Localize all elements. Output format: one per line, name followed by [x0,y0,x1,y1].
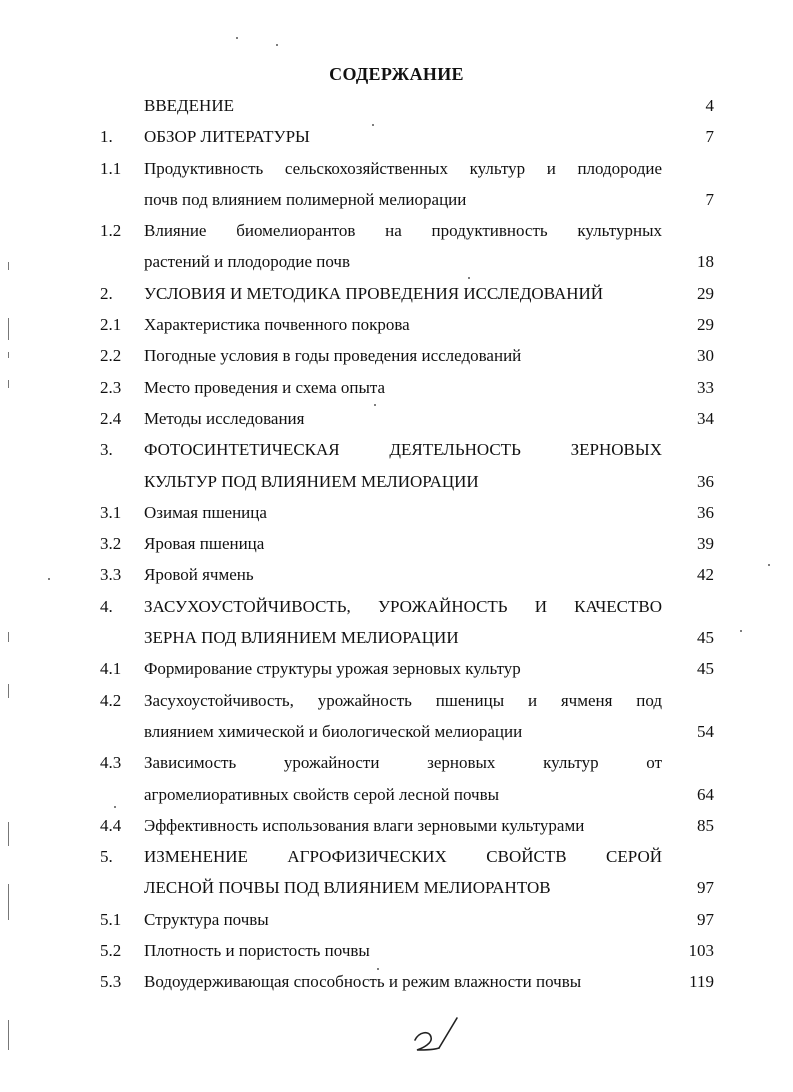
toc-line [100,121,720,152]
toc-entry [100,434,720,497]
toc-entry [100,966,720,997]
toc-entry [100,278,720,309]
toc-section-title: Плотность и пористость почвы [144,941,370,961]
toc-line [100,935,720,966]
toc-entry [100,747,720,810]
toc-section-number: 4.1 [100,659,122,679]
toc-section-title: Методы исследования [144,408,305,428]
toc-section-title: ЗАСУХОУСТОЙЧИВОСТЬ, УРОЖАЙНОСТЬ И КАЧЕСТВО [144,596,662,616]
toc-page-number: 36 [697,502,714,522]
toc-section-title: растений и плодородие почв [144,252,350,272]
toc-line [100,184,720,215]
toc-page-number: 45 [697,628,714,648]
toc-line [100,403,720,434]
toc-line [100,466,720,497]
toc-section-number: 4.4 [100,815,122,835]
toc-page-number: 4 [705,96,714,115]
toc-entry [100,653,720,684]
scan-speck [372,124,374,126]
toc-section-title: Погодные условия в годы проведения исследований [144,346,522,366]
toc-section-title: Эффективность использования влаги зерновыми культурами [144,815,585,835]
toc-section-number: 3. [100,440,113,460]
toc-line [100,90,720,121]
toc-line [100,904,720,935]
toc-section-title: ВВЕДЕНИЕ [144,96,234,115]
toc-entry [100,372,720,403]
toc-section-number: 2.2 [100,346,122,366]
toc-line [100,278,720,309]
toc-entry [100,90,720,121]
toc-page-number: 36 [697,471,714,491]
toc-section-number: 1.1 [100,158,122,178]
toc-entry [100,685,720,748]
toc-entry [100,591,720,654]
toc-line [100,591,720,622]
scan-speck [48,578,50,580]
toc-line [100,841,720,872]
toc-section-title: ЗЕРНА ПОД ВЛИЯНИЕМ МЕЛИОРАЦИИ [144,628,459,648]
toc-page-number: 30 [697,346,714,366]
toc-line [100,559,720,590]
scan-speck [468,277,470,279]
toc-entry [100,340,720,371]
toc-line [100,716,720,747]
scan-speck [374,404,376,406]
toc-line [100,434,720,465]
toc-line [100,872,720,903]
toc-section-title: влиянием химической и биологической мелиорации [144,721,523,741]
scan-speck [768,564,770,566]
toc-section-title: Влияние биомелиорантов на продуктивность культурных [144,221,662,241]
toc-entry [100,935,720,966]
edge-mark [8,632,9,642]
toc-page-number: 29 [697,283,714,303]
toc-section-number: 1. [100,127,113,147]
scan-speck [740,630,742,632]
toc-page-number: 85 [697,815,714,835]
toc-line [100,528,720,559]
toc-section-number: 3.2 [100,534,122,554]
toc-section-title: Место проведения и схема опыта [144,377,386,397]
toc-section-title: ИЗМЕНЕНИЕ АГРОФИЗИЧЕСКИХ СВОЙСТВ СЕРОЙ [144,847,662,867]
toc-page-number: 34 [697,408,714,428]
table-of-contents [100,90,720,998]
toc-section-title: Яровая пшеница [144,534,265,554]
toc-line [100,810,720,841]
toc-section-title: ФОТОСИНТЕТИЧЕСКАЯ ДЕЯТЕЛЬНОСТЬ ЗЕРНОВЫХ [144,440,662,460]
scan-speck [114,806,116,808]
scan-speck [377,968,379,970]
toc-line [100,340,720,371]
toc-entry [100,215,720,278]
toc-section-title: Яровой ячмень [144,565,254,585]
toc-section-title: Характеристика почвенного покрова [144,315,410,335]
edge-mark [8,822,9,846]
toc-page-number: 7 [705,127,714,147]
scan-speck [236,37,238,39]
edge-mark [8,318,9,340]
toc-line [100,653,720,684]
toc-section-number: 2.4 [100,408,122,428]
toc-page-number: 7 [705,189,714,209]
toc-page-number: 54 [697,721,714,741]
toc-entry [100,528,720,559]
toc-section-number: 5.1 [100,909,122,929]
toc-line [100,779,720,810]
toc-section-title: Структура почвы [144,909,269,929]
toc-section-number: 2.1 [100,315,122,335]
toc-section-title: почв под влиянием полимерной мелиорации [144,189,467,209]
toc-section-number: 3.1 [100,502,122,522]
toc-section-title: Зависимость урожайности зерновых культур от [144,753,662,773]
toc-section-number: 5.3 [100,972,122,992]
toc-page-number: 33 [697,377,714,397]
edge-mark [8,262,9,270]
toc-section-number: 2.3 [100,377,122,397]
toc-page-number: 29 [697,315,714,335]
edge-mark [8,380,9,388]
toc-line [100,372,720,403]
toc-section-number: 4. [100,596,113,616]
toc-page-number: 97 [697,878,714,898]
toc-page-number: 45 [697,659,714,679]
toc-line [100,685,720,716]
toc-entry [100,810,720,841]
toc-section-title: Засухоустойчивость, урожайность пшеницы и ячменя под [144,690,662,710]
toc-page-number: 64 [697,784,714,804]
toc-section-number: 5.2 [100,941,122,961]
toc-page-number: 39 [697,534,714,554]
toc-section-title: Водоудерживающая способность и режим влажности почвы [144,972,582,992]
toc-entry [100,904,720,935]
toc-entry [100,121,720,152]
toc-section-title: ЛЕСНОЙ ПОЧВЫ ПОД ВЛИЯНИЕМ МЕЛИОРАНТОВ [144,878,551,898]
handwritten-page-number [405,1010,475,1054]
toc-section-title: агромелиоративных свойств серой лесной почвы [144,784,500,804]
toc-line [100,966,720,997]
toc-line [100,622,720,653]
toc-section-number: 4.3 [100,753,122,773]
toc-section-number: 5. [100,847,113,867]
toc-section-title: УСЛОВИЯ И МЕТОДИКА ПРОВЕДЕНИЯ ИССЛЕДОВАНИЙ [144,283,604,303]
toc-section-title: Озимая пшеница [144,502,267,522]
page-title: СОДЕРЖАНИЕ [329,64,464,84]
toc-page-number: 119 [689,972,714,992]
toc-page-number: 103 [688,941,714,961]
toc-line [100,497,720,528]
toc-entry [100,403,720,434]
edge-mark [8,1020,9,1050]
toc-page-number: 18 [697,252,714,272]
toc-section-number: 2. [100,283,113,303]
toc-section-title: ОБЗОР ЛИТЕРАТУРЫ [144,127,310,147]
edge-mark [8,684,9,698]
toc-entry [100,559,720,590]
toc-section-title: КУЛЬТУР ПОД ВЛИЯНИЕМ МЕЛИОРАЦИИ [144,471,479,491]
toc-entry [100,841,720,904]
toc-section-title: Продуктивность сельскохозяйственных культур и плодородие [144,158,662,178]
toc-section-title: Формирование структуры урожая зерновых культур [144,659,521,679]
toc-section-number: 3.3 [100,565,122,585]
toc-line [100,309,720,340]
toc-line [100,747,720,778]
toc-entry [100,309,720,340]
toc-line [100,246,720,277]
edge-mark [8,884,9,920]
toc-line [100,215,720,246]
toc-entry [100,153,720,216]
toc-page-number: 42 [697,565,714,585]
toc-section-number: 4.2 [100,690,122,710]
edge-mark [8,352,9,358]
toc-entry [100,497,720,528]
scan-speck [276,44,278,46]
toc-line [100,153,720,184]
toc-page-number: 97 [697,909,714,929]
toc-section-number: 1.2 [100,221,122,241]
